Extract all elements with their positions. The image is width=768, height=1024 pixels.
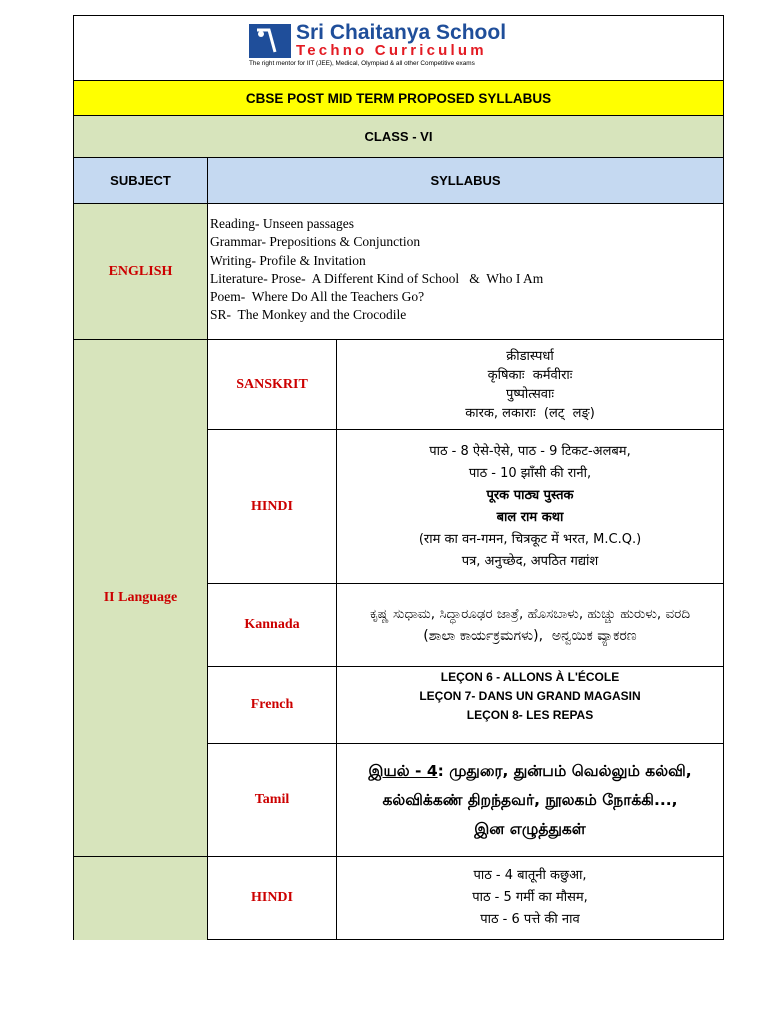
header-syllabus-label: SYLLABUS <box>430 173 501 188</box>
english-line: Poem- Where Do All the Teachers Go? <box>210 289 425 305</box>
hindi-subject: HINDI <box>250 498 293 514</box>
third-language-group-cell <box>73 856 208 940</box>
third-hindi-subject: HINDI <box>250 890 293 905</box>
english-line: SR- The Monkey and the Crocodile <box>210 307 407 323</box>
english-syllabus-cell <box>207 203 724 340</box>
third-hindi-line: पाठ - 5 गर्मी का मौसम, <box>472 890 588 905</box>
second-language-label: II Language <box>103 590 178 605</box>
french-subject: French <box>250 697 294 712</box>
second-language-group-cell <box>73 339 208 857</box>
hindi-subject-cell <box>207 429 337 584</box>
tamil-line: இன எழுத்துகள் <box>474 819 586 838</box>
sanskrit-line: पुष्पोत्सवाः <box>505 386 555 402</box>
sanskrit-syllabus-cell <box>336 339 724 430</box>
kannada-subject: Kannada <box>244 617 300 632</box>
french-line: LEÇON 6 - ALLONS À L'ÉCOLE <box>440 670 620 684</box>
kannada-syllabus-cell <box>336 583 724 667</box>
sanskrit-line: कारक, लकाराः (लट् लङ्) <box>465 405 595 421</box>
third-hindi-line: पाठ - 4 बातूनी कछुआ, <box>473 868 587 883</box>
third-hindi-subject-cell <box>207 856 337 940</box>
hindi-line: पूरक पाठ्य पुस्तक <box>486 487 574 503</box>
hindi-line: बाल राम कथा <box>496 509 564 525</box>
french-subject-cell <box>207 666 337 744</box>
french-line: LEÇON 8- LES REPAS <box>466 708 594 722</box>
tamil-line1-rest: : முதுரை, துன்பம் வெல்லும் கல்வி, <box>437 761 692 780</box>
french-line: LEÇON 7- DANS UN GRAND MAGASIN <box>419 689 641 703</box>
hindi-syllabus-cell <box>336 429 724 584</box>
french-syllabus-cell <box>336 666 724 744</box>
tamil-subject: Tamil <box>254 792 290 807</box>
hindi-line: पाठ - 8 ऐसे-ऐसे, पाठ - 9 टिकट-अलबम, <box>429 443 631 459</box>
header-subject-label: SUBJECT <box>110 173 171 188</box>
english-line: Grammar- Prepositions & Conjunction <box>210 234 421 250</box>
third-hindi-line: पाठ - 6 पत्ते की नाव <box>480 912 580 927</box>
english-line: Reading- Unseen passages <box>210 216 354 231</box>
tamil-subject-cell <box>207 743 337 857</box>
tamil-line: கல்விக்கண் திறந்தவர், நூலகம் நோக்கி..., <box>382 790 678 809</box>
kannada-subject-cell <box>207 583 337 667</box>
kannada-line: (ಶಾಲಾ ಕಾರ್ಯಕ್ರಮಗಳು), ಅನ್ವಯಿಕ ವ್ಯಾಕರಣ <box>423 628 637 644</box>
third-hindi-syllabus-cell <box>336 856 724 940</box>
logo-brand-line2: Techno Curriculum <box>296 42 487 59</box>
english-line: Writing- Profile & Invitation <box>210 252 366 268</box>
sanskrit-line: क्रीडास्पर्धा <box>506 348 554 364</box>
hindi-line: पत्र, अनुच्छेद, अपठित गद्यांश <box>461 553 599 569</box>
logo-emblem-icon <box>249 24 291 58</box>
school-logo <box>249 22 531 70</box>
sanskrit-subject-cell <box>207 339 337 430</box>
tamil-prefix: இயல் - 4 <box>368 761 438 780</box>
english-subject-cell <box>73 203 208 340</box>
english-subject: ENGLISH <box>108 263 173 279</box>
syllabus-banner <box>73 80 724 116</box>
header-syllabus <box>207 157 724 204</box>
tamil-line <box>368 757 691 786</box>
tamil-syllabus-cell <box>336 743 724 857</box>
sanskrit-subject: SANSKRIT <box>236 376 308 392</box>
class-title-row <box>73 115 724 158</box>
logo-tagline: The right mentor for IIT (JEE), Medical, Olympiad & all other Competitive exams <box>249 60 475 67</box>
kannada-line: ಕೃಷ್ಣ ಸುಧಾಮ, ಸಿದ್ಧಾರೂಢರ ಜಾತ್ರೆ, ಹೊಸಬಾಳು, ಹುಚ್ಚು ಹುರುಳು, ವರದಿ <box>369 606 691 622</box>
logo-brand-line1: Sri Chaitanya School <box>296 21 507 44</box>
sanskrit-line: कृषिकाः कर्मवीराः <box>487 367 573 383</box>
english-line: Literature- Prose- A Different Kind of School & Who I Am <box>210 270 544 286</box>
banner-text: CBSE POST MID TERM PROPOSED SYLLABUS <box>245 90 552 106</box>
hindi-line: पाठ - 10 झाँसी की रानी, <box>468 465 592 481</box>
hindi-line: (राम का वन-गमन, चित्रकूट में भरत, M.C.Q.) <box>418 531 642 547</box>
header-subject <box>73 157 208 204</box>
class-title: CLASS - VI <box>364 129 433 144</box>
